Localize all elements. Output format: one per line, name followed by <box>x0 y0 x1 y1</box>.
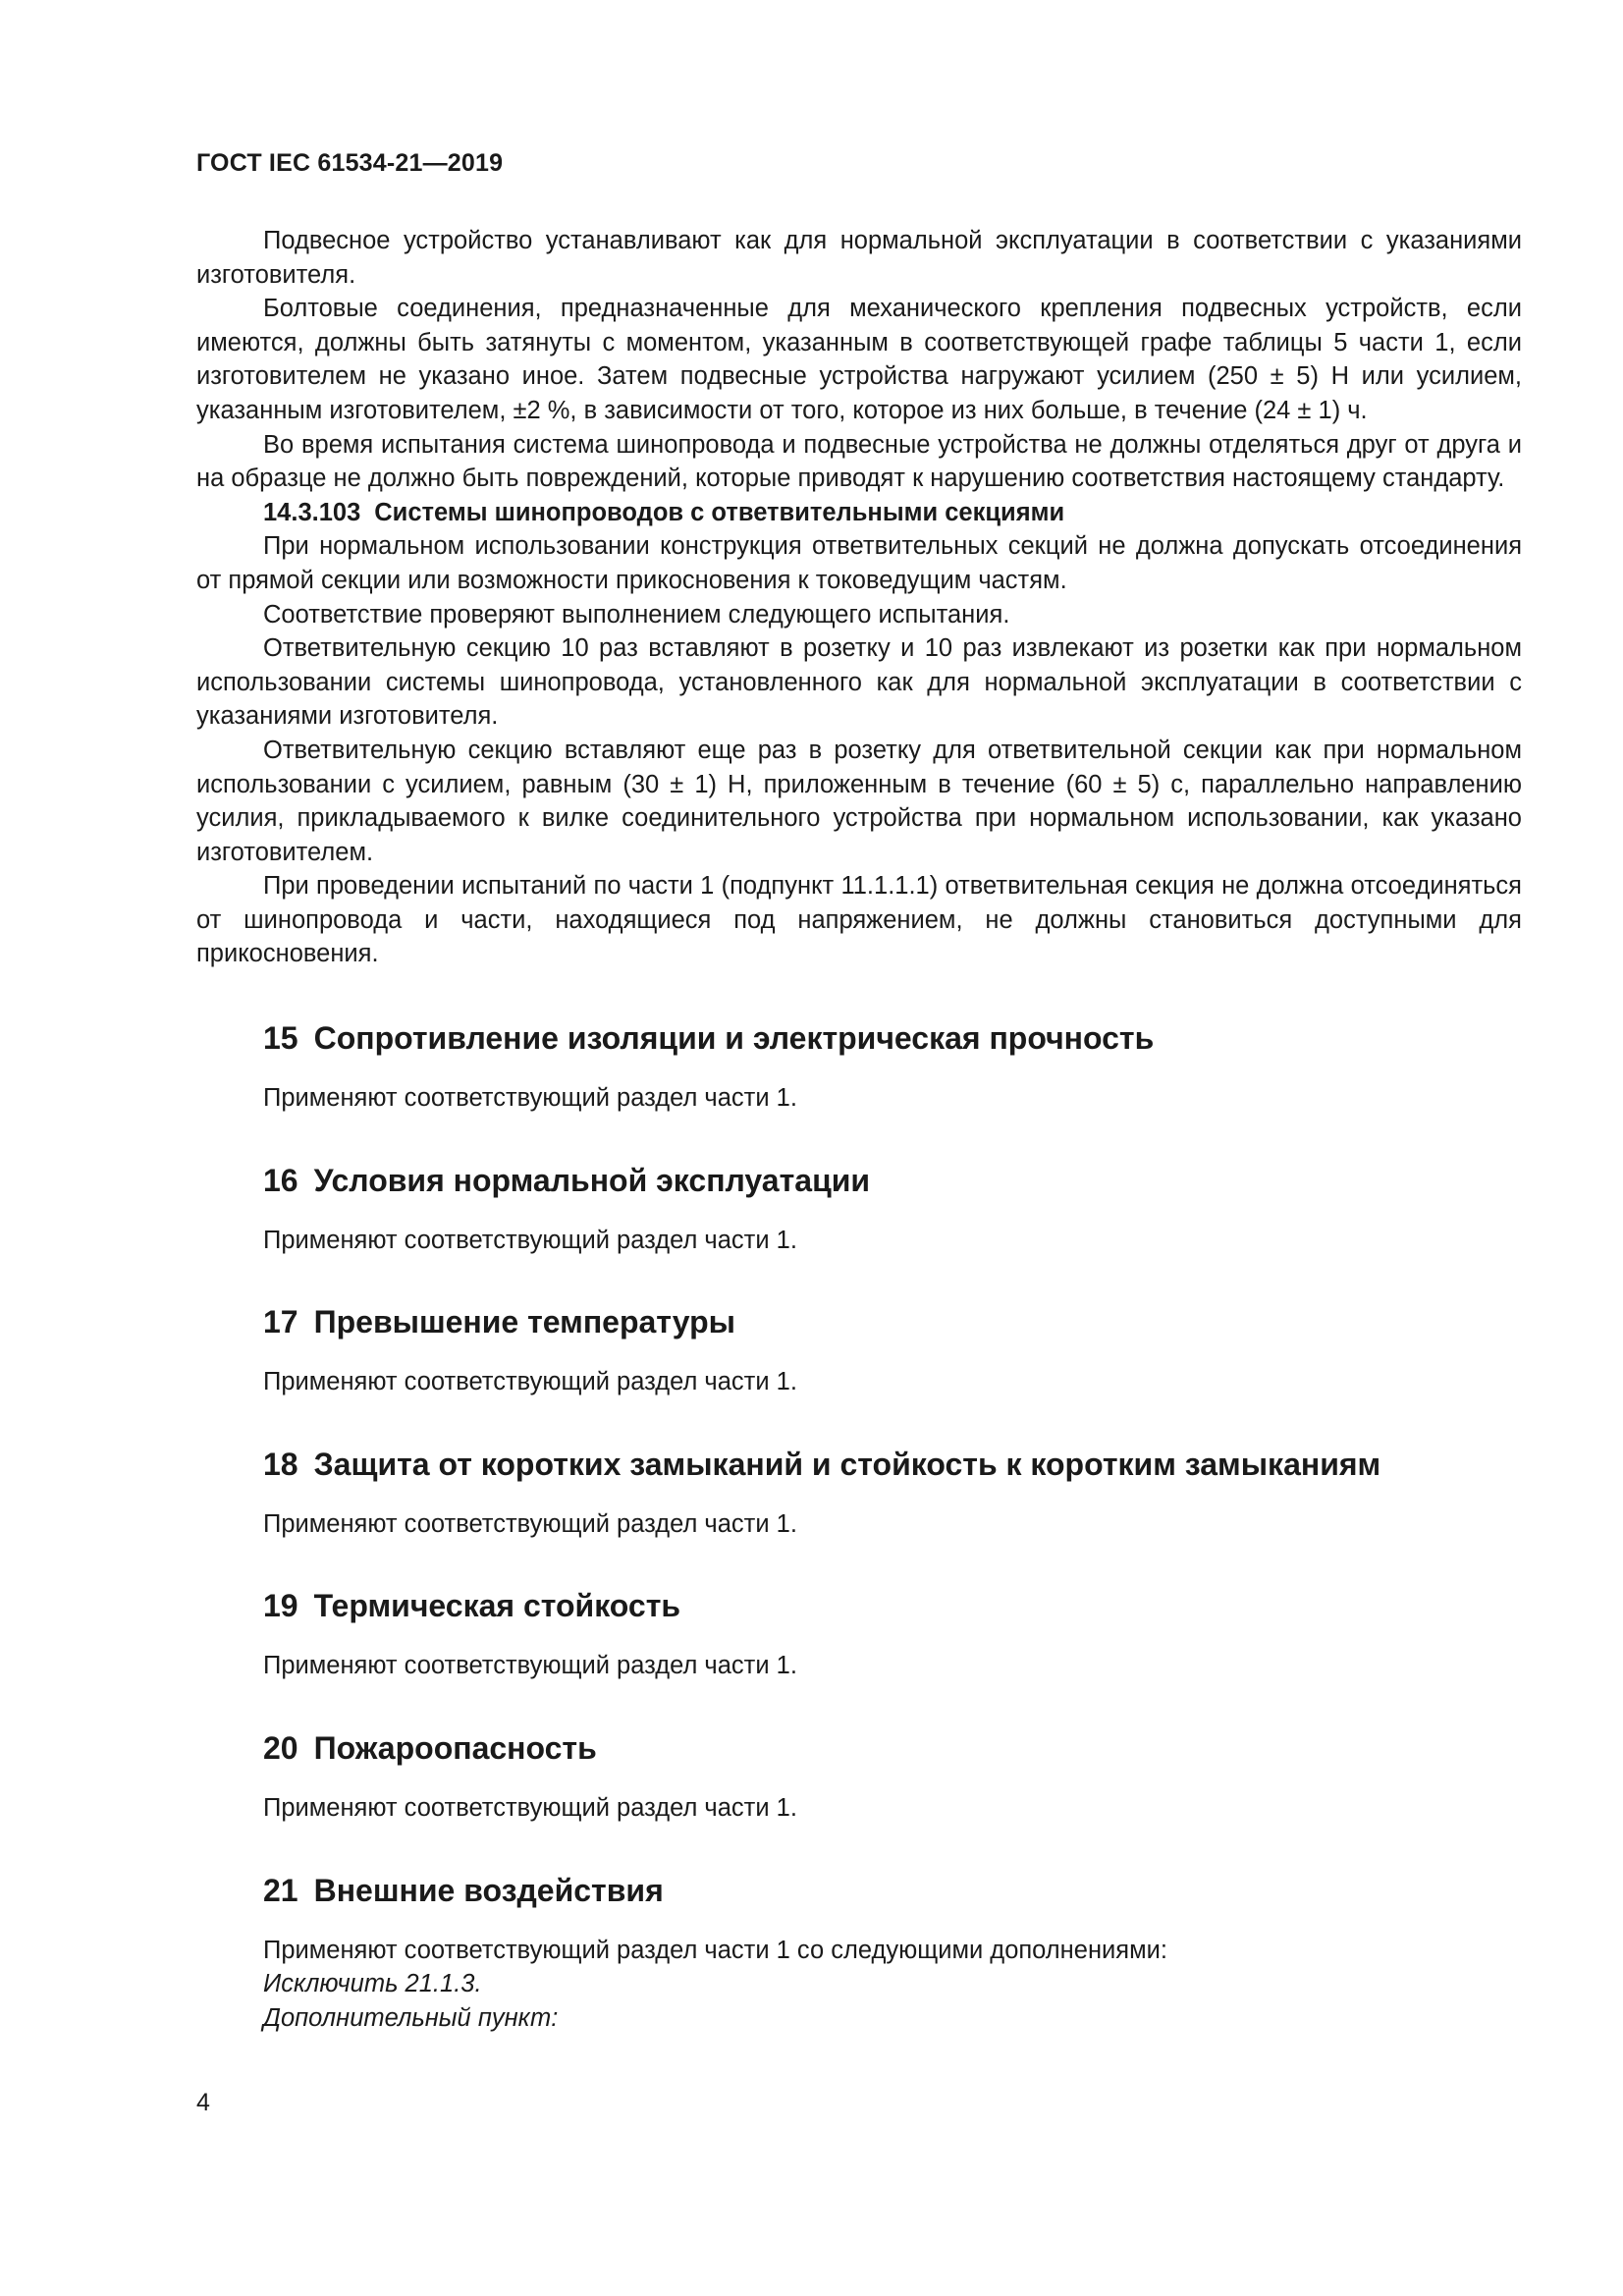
section-heading <box>196 1161 1522 1200</box>
section-text: Применяют соответствующий раздел части 1. <box>263 1794 797 1823</box>
section-amendment: Исключить 21.1.3. <box>263 1970 482 1998</box>
section-heading <box>196 1586 1522 1625</box>
subclause-heading <box>196 496 1522 530</box>
section-title: Защита от коротких замыканий и стойкость к коротким замыканиям <box>313 1446 1381 1482</box>
subclause-number: 14.3.103 <box>263 498 361 526</box>
section-heading <box>196 1728 1522 1768</box>
section-heading <box>196 1871 1522 1910</box>
section-text: Применяют соответствующий раздел части 1. <box>263 1368 797 1396</box>
section-16 <box>196 1161 1522 1258</box>
section-amendment: Дополнительный пункт: <box>263 2003 559 2032</box>
paragraph: Ответвительную секцию 10 раз вставляют в розетку и 10 раз извлекают из розетки как при нормальном использовании системы шинопровода, установленного как для нормальной эксплуатации в соответствии с указаниями изготовителя. <box>196 634 1522 731</box>
section-number: 19 <box>263 1588 298 1624</box>
paragraph: При нормальном использовании конструкция ответвительных секций не должна допускать отсоединения от прямой секции или возможности прикосновения к токоведущим частям. <box>196 532 1522 594</box>
section-title: Термическая стойкость <box>313 1588 681 1624</box>
paragraph: Во время испытания система шинопровода и подвесные устройства не должны отделяться друг от друга и на образце не должно быть повреждений, которые приводят к нарушению соответствия настоящему стандарту. <box>196 430 1522 493</box>
section-19 <box>196 1586 1522 1683</box>
section-number: 20 <box>263 1730 298 1767</box>
section-number: 17 <box>263 1304 298 1340</box>
section-heading <box>196 1018 1522 1058</box>
paragraph: Ответвительную секцию вставляют еще раз в розетку для ответвительной секции как при нормальном использовании с усилием, равным (30 ± 1) Н, приложенным в течение (60 ± 5) с, параллельно направлению усилия, прикладываемого к вилке соединительного устройства при нормальном использовании, как указано изготовителем. <box>196 736 1522 866</box>
section-heading <box>196 1302 1522 1341</box>
subclause-title: Системы шинопроводов с ответвительными секциями <box>374 498 1065 526</box>
paragraph: При проведении испытаний по части 1 (подпункт 11.1.1.1) ответвительная секция не должна отсоединяться от шинопровода и части, находящиеся под напряжением, не должны становиться доступными для прикосновения. <box>196 872 1522 968</box>
paragraph: Подвесное устройство устанавливают как для нормальной эксплуатации в соответствии с указаниями изготовителя. <box>196 227 1522 289</box>
section-title: Внешние воздействия <box>313 1872 664 1908</box>
section-title: Пожароопасность <box>313 1730 597 1767</box>
page-number: 4 <box>196 2089 210 2116</box>
section-heading <box>196 1445 1522 1484</box>
section-title: Превышение температуры <box>313 1304 735 1340</box>
section-text: Применяют соответствующий раздел части 1 со следующими дополнениями: <box>263 1936 1167 1964</box>
section-21 <box>196 1871 1522 2036</box>
section-18 <box>196 1445 1522 1542</box>
section-17 <box>196 1302 1522 1399</box>
section-number: 15 <box>263 1020 298 1057</box>
paragraph: Соответствие проверяют выполнением следующего испытания. <box>263 600 1010 629</box>
section-text: Применяют соответствующий раздел части 1. <box>263 1084 797 1113</box>
section-text: Применяют соответствующий раздел части 1. <box>263 1226 797 1254</box>
section-text: Применяют соответствующий раздел части 1. <box>263 1509 797 1538</box>
section-text: Применяют соответствующий раздел части 1. <box>263 1652 797 1680</box>
section-number: 18 <box>263 1446 298 1482</box>
document-header: ГОСТ IEC 61534-21—2019 <box>196 149 504 177</box>
section-title: Условия нормальной эксплуатации <box>313 1162 871 1198</box>
section-number: 16 <box>263 1162 298 1198</box>
section-title: Сопротивление изоляции и электрическая прочность <box>313 1020 1155 1057</box>
section-20 <box>196 1728 1522 1826</box>
section-number: 21 <box>263 1872 298 1908</box>
page-content <box>196 224 1522 2035</box>
paragraph: Болтовые соединения, предназначенные для механического крепления подвесных устройств, если имеются, должны быть затянуты с моментом, указанным в соответствующей графе таблицы 5 части 1, если изготовителем не указано иное. Затем подвесные устройства нагружают усилием (250 ± 5) Н или усилием, указанным изготовителем, ±2 %, в зависимости от того, которое из них больше, в течение (24 ± 1) ч. <box>196 295 1522 424</box>
section-15 <box>196 1018 1522 1116</box>
